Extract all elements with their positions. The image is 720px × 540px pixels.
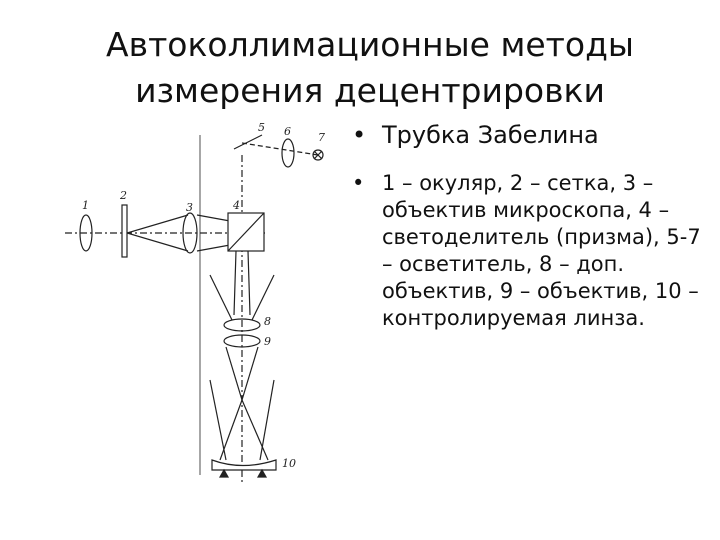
bullet-marker: • xyxy=(352,121,367,149)
illuminator-lens xyxy=(282,139,294,167)
label-2: 2 xyxy=(120,189,127,202)
label-10: 10 xyxy=(282,457,296,470)
label-4: 4 xyxy=(233,199,240,212)
label-6: 6 xyxy=(284,125,291,138)
label-8: 8 xyxy=(264,315,271,328)
bullet-item-legend xyxy=(352,170,712,332)
title-line-2: измерения децентрировки xyxy=(135,71,605,110)
reticle xyxy=(122,205,127,257)
bullet-list xyxy=(352,120,712,346)
bullet-marker: • xyxy=(352,171,365,195)
bullet-item-device xyxy=(352,120,712,150)
title-line-1: Автоколлимационные методы xyxy=(106,25,634,64)
tested-lens xyxy=(212,460,276,470)
label-5: 5 xyxy=(258,121,265,134)
bullet-text: 1 – окуляр, 2 – сетка, 3 – объектив микроскопа, 4 – светоделитель (призма), 5-7 – осветитель, 8 – доп. объектив, 9 – объектив, 10 – контролируемая линза. xyxy=(382,171,701,330)
label-3: 3 xyxy=(186,201,193,214)
label-9: 9 xyxy=(264,335,271,348)
bullet-text: Трубка Забелина xyxy=(382,121,599,149)
label-1: 1 xyxy=(82,199,89,212)
slide-title xyxy=(70,22,670,114)
label-7: 7 xyxy=(318,131,325,144)
optical-scheme-diagram xyxy=(50,115,330,495)
